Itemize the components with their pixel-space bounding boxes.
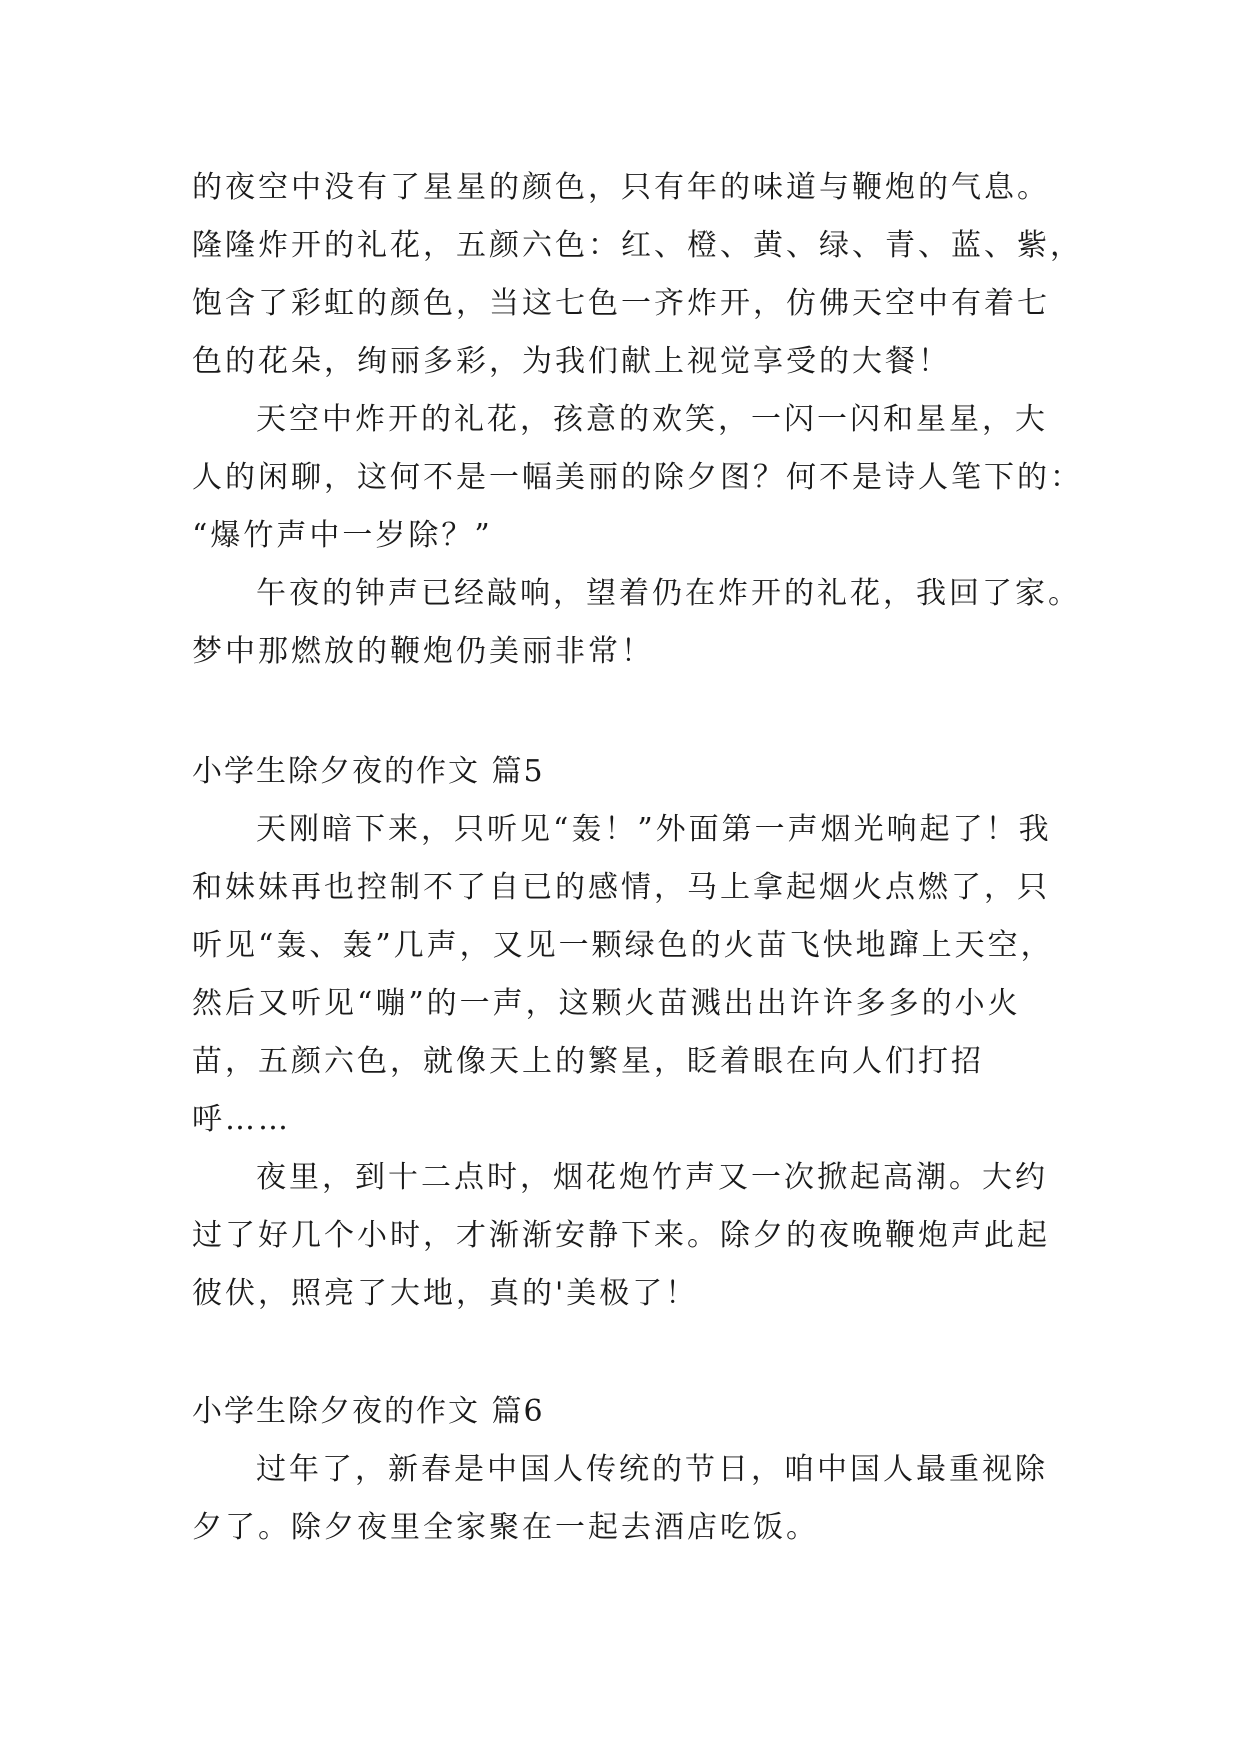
paragraph-line: 呼…… [192,1102,291,1137]
paragraph-line: 然后又听见“嘣”的一声，这颗火苗溅出出许许多多的小火 [192,986,1021,1021]
paragraph-line: 隆隆炸开的礼花，五颜六色：红、橙、黄、绿、青、蓝、紫， [192,228,1083,263]
paragraph-line: 夕了。除夕夜里全家聚在一起去酒店吃饭。 [192,1510,819,1545]
paragraph-line: 听见“轰、轰”几声，又见一颗绿色的火苗飞快地蹿上天空， [192,928,1054,963]
paragraph-line: 色的花朵，绚丽多彩，为我们献上视觉享受的大餐！ [192,344,951,379]
paragraph-line: 天刚暗下来，只听见“轰！”外面第一声烟光响起了！我 [256,812,1052,847]
paragraph-line: 和妹妹再也控制不了自已的感情，马上拿起烟火点燃了，只 [192,870,1050,905]
paragraph-line: 天空中炸开的礼花，孩意的欢笑，一闪一闪和星星，大 [256,402,1048,437]
paragraph-line: 梦中那燃放的鞭炮仍美丽非常！ [192,634,654,669]
paragraph-line: 苗，五颜六色，就像天上的繁星，眨着眼在向人们打招 [192,1044,984,1079]
paragraph-line: 饱含了彩虹的颜色，当这七色一齐炸开，仿佛天空中有着七 [192,286,1050,321]
paragraph-line: 午夜的钟声已经敲响，望着仍在炸开的礼花，我回了家。 [256,576,1081,611]
paragraph-line: 人的闲聊，这何不是一幅美丽的除夕图？何不是诗人笔下的： [192,460,1083,495]
paragraph-line: 的夜空中没有了星星的颜色，只有年的味道与鞭炮的气息。 [192,170,1050,205]
paragraph-line: 夜里，到十二点时，烟花炮竹声又一次掀起高潮。大约 [256,1160,1048,1195]
section-heading-5: 小学生除夕夜的作文 篇5 [192,754,545,789]
paragraph-line: 过年了，新春是中国人传统的节日，咱中国人最重视除 [256,1452,1048,1487]
paragraph-line: 彼伏，照亮了大地，真的'美极了！ [192,1276,699,1311]
paragraph-line: 过了好几个小时，才渐渐安静下来。除夕的夜晚鞭炮声此起 [192,1218,1050,1253]
section-heading-6: 小学生除夕夜的作文 篇6 [192,1394,545,1429]
paragraph-line: “爆竹声中一岁除？” [192,518,493,553]
